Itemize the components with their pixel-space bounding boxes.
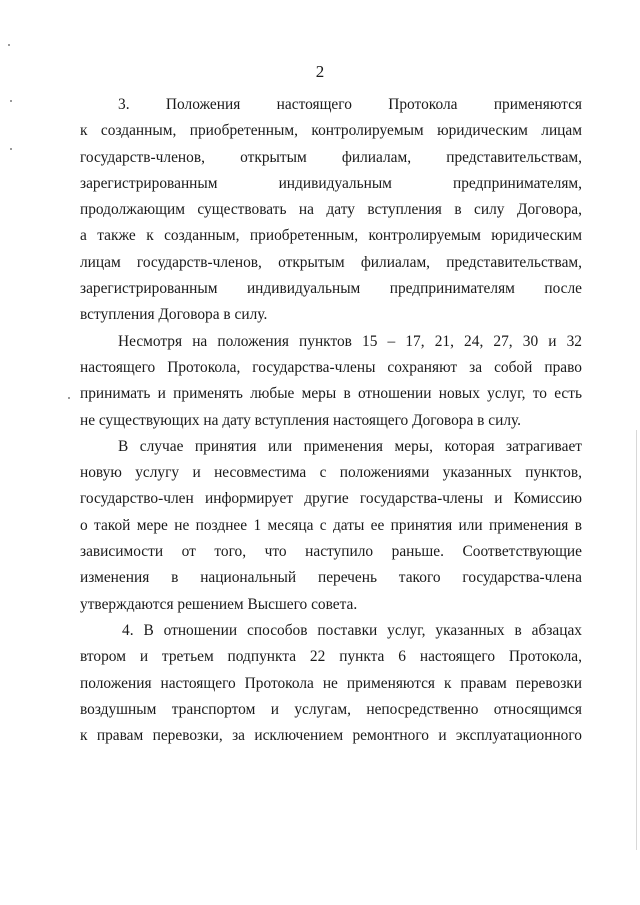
text-line: не существующих на дату вступления настоящего Договора в силу.	[80, 411, 522, 429]
document-body	[80, 92, 582, 749]
scan-speck	[10, 148, 12, 150]
text-line: принимать и применять любые меры в отношении новых услуг, то есть	[80, 385, 582, 403]
text-line: государств-членов, открытым филиалам, представительствам,	[80, 148, 582, 166]
text-line: зарегистрированным индивидуальным предпринимателям,	[80, 174, 582, 192]
text-line: к созданным, приобретенным, контролируемым юридическим лицам	[80, 122, 582, 140]
text-line: лицам государств-членов, открытым филиалам, представительствам,	[80, 253, 582, 271]
text-line: а также к созданным, приобретенным, контролируемым юридическим	[80, 227, 582, 245]
text-line: воздушным транспортом и услугам, непосредственно относящимся	[80, 700, 582, 718]
text-line: продолжающим существовать на дату вступления в силу Договора,	[80, 201, 582, 219]
text-line: В случае принятия или применения меры, которая затрагивает	[118, 437, 582, 455]
scan-edge-line	[636, 430, 637, 850]
text-line: Несмотря на положения пунктов 15 – 17, 21, 24, 27, 30 и 32	[118, 332, 582, 350]
text-line: настоящего Протокола, государства-члены сохраняют за собой право	[80, 358, 582, 376]
text-line: вступления Договора в силу.	[80, 306, 268, 324]
scan-speck	[68, 397, 70, 399]
paragraph-3	[80, 92, 582, 329]
text-line: положения настоящего Протокола не применяются к правам перевозки	[80, 674, 582, 692]
text-line: о такой мере не позднее 1 месяца с даты ее принятия или применения в	[80, 516, 582, 534]
text-line: втором и третьем подпункта 22 пункта 6 настоящего Протокола,	[80, 648, 582, 666]
scan-speck	[10, 100, 12, 102]
scan-speck	[8, 44, 10, 46]
paragraph-notwithstanding	[80, 329, 582, 434]
text-line: зарегистрированным индивидуальным предпринимателям после	[80, 280, 582, 298]
text-line: 4. В отношении способов поставки услуг, указанных в абзацах	[122, 621, 582, 639]
page-number: 2	[315, 62, 325, 81]
text-line: 3. Положения настоящего Протокола применяются	[118, 96, 582, 113]
paragraph-new-measure	[80, 434, 582, 618]
text-line: изменения в национальный перечень такого государства-члена	[80, 569, 582, 587]
text-line: утверждаются решением Высшего совета.	[80, 595, 358, 613]
text-line: к правам перевозки, за исключением ремонтного и эксплуатационного	[80, 727, 582, 745]
text-line: новую услугу и несовместима с положениями указанных пунктов,	[80, 464, 582, 482]
paragraph-4	[80, 618, 582, 749]
text-line: зависимости от того, что наступило раньше. Соответствующие	[80, 543, 582, 561]
text-line: государство-член информирует другие государства-члены и Комиссию	[80, 490, 582, 508]
